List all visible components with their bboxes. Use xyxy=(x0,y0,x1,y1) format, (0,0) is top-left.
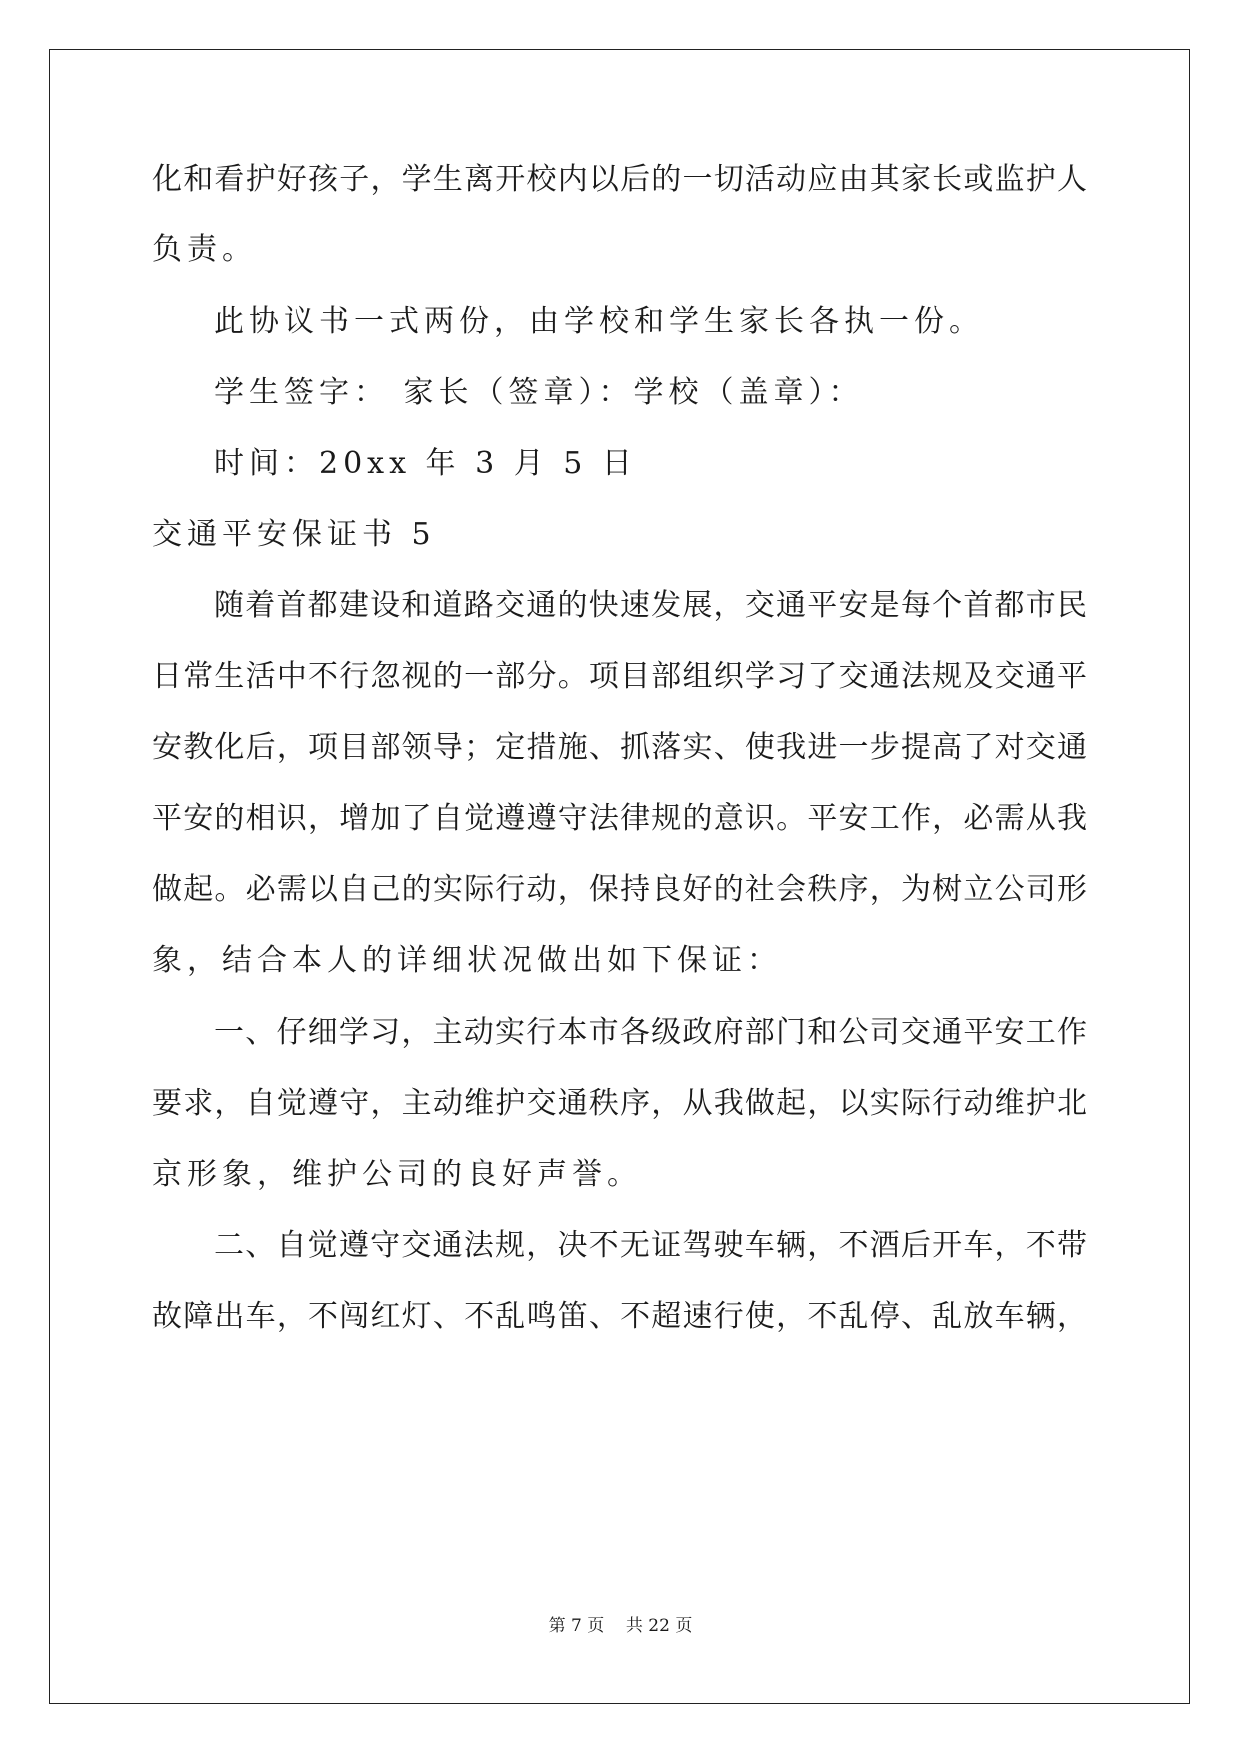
text-line-16: 二、自觉遵守交通法规，决不无证驾驶车辆，不酒后开车，不带 xyxy=(214,1228,1087,1263)
text-line-11: 做起。必需以自己的实际行动，保持良好的社会秩序，为树立公司形 xyxy=(152,872,1087,907)
text-line-7: 随着首都建设和道路交通的快速发展，交通平安是每个首都市民 xyxy=(214,588,1087,623)
text-line-17: 故障出车，不闯红灯、不乱鸣笛、不超速行使，不乱停、乱放车辆， xyxy=(152,1299,1087,1334)
text-line-10: 平安的相识，增加了自觉遵遵守法律规的意识。平安工作，必需从我 xyxy=(152,801,1087,836)
signature-line: 学生签字： 家长（签章）：学校（盖章）： xyxy=(214,375,864,410)
text-line-12: 象，结合本人的详细状况做出如下保证： xyxy=(152,943,782,978)
page-number-footer: 第 7 页 共 22 页 xyxy=(548,1616,693,1636)
text-line-8: 日常生活中不行忽视的一部分。项目部组织学习了交通法规及交通平 xyxy=(152,659,1087,694)
section-heading: 交通平安保证书 5 xyxy=(152,517,436,552)
text-line-9: 安教化后，项目部领导；定措施、抓落实、使我进一步提高了对交通 xyxy=(152,730,1087,765)
text-line-15: 京形象，维护公司的良好声誉。 xyxy=(152,1157,642,1192)
date-line: 时间：20xx 年 3 月 5 日 xyxy=(214,446,637,481)
text-line-14: 要求，自觉遵守，主动维护交通秩序，从我做起，以实际行动维护北 xyxy=(152,1086,1087,1121)
text-line-3: 此协议书一式两份，由学校和学生家长各执一份。 xyxy=(214,304,984,339)
text-line-2: 负责。 xyxy=(152,232,257,267)
text-line-13: 一、仔细学习，主动实行本市各级政府部门和公司交通平安工作 xyxy=(214,1015,1087,1050)
text-line-1: 化和看护好孩子，学生离开校内以后的一切活动应由其家长或监护人 xyxy=(152,162,1087,197)
